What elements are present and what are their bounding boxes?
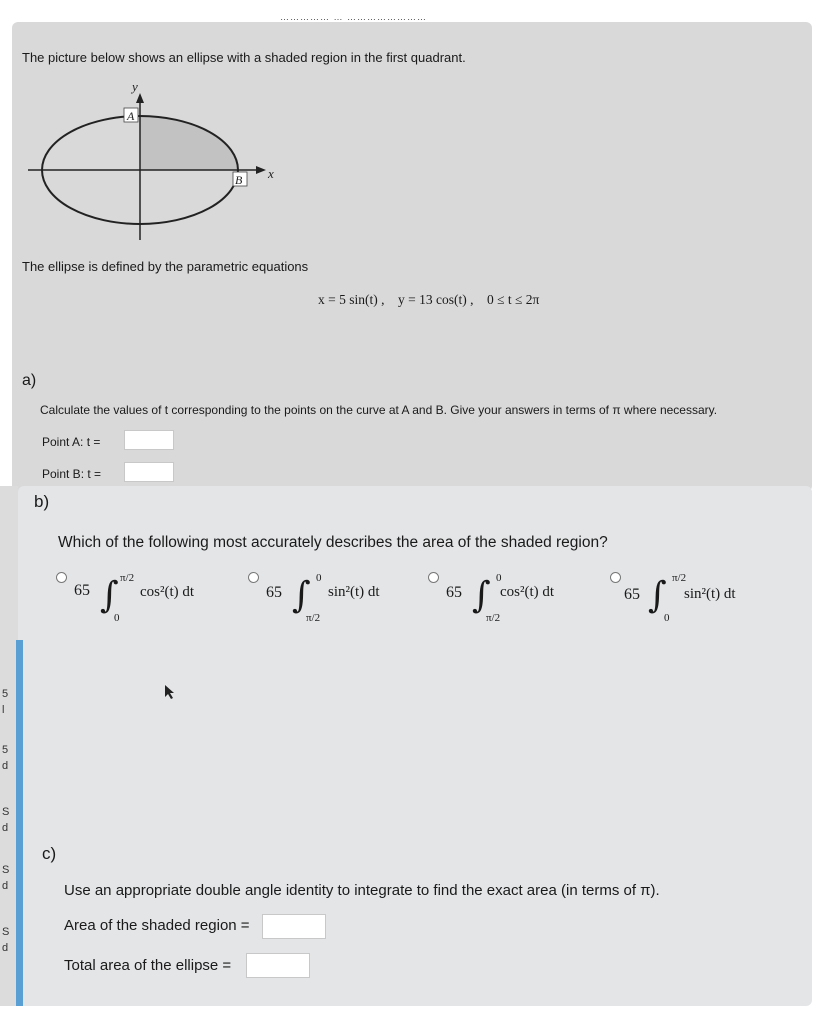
- coefficient: 65: [266, 584, 282, 601]
- definition-text: The ellipse is defined by the parametric equations: [22, 259, 309, 274]
- option-1[interactable]: [56, 572, 226, 632]
- side-mark: l: [2, 704, 5, 716]
- point-a-input[interactable]: [124, 430, 174, 450]
- x-axis-label: x: [268, 166, 274, 181]
- lower-limit: π/2: [306, 612, 321, 624]
- point-b-prompt: Point B: t =: [42, 467, 102, 481]
- integral-sign: ∫: [100, 575, 119, 616]
- total-area-input[interactable]: [246, 953, 310, 978]
- part-b-label: b): [34, 492, 50, 511]
- integrand: cos²(t) dt: [500, 584, 555, 600]
- part-c-label: c): [42, 844, 57, 863]
- side-mark: S: [2, 806, 10, 818]
- intro-text: The picture below shows an ellipse with a shaded region in the first quadrant.: [22, 50, 466, 65]
- point-a-prompt: Point A: t =: [42, 435, 101, 449]
- radio-button[interactable]: [248, 572, 259, 583]
- ellipse-figure: [28, 78, 288, 248]
- coefficient: 65: [624, 586, 640, 603]
- upper-limit: 0: [316, 572, 322, 584]
- point-b-input[interactable]: [124, 462, 174, 482]
- side-mark: d: [2, 880, 9, 892]
- side-mark: S: [2, 926, 10, 938]
- coefficient: 65: [446, 584, 462, 601]
- option-3[interactable]: [428, 572, 598, 632]
- lower-limit: 0: [664, 612, 670, 624]
- y-axis-label: y: [132, 79, 138, 94]
- header-fragment: …………… … ……………………: [280, 12, 428, 22]
- upper-limit: π/2: [120, 572, 135, 584]
- option-2[interactable]: [248, 572, 418, 632]
- shaded-area-input[interactable]: [262, 914, 326, 939]
- integrand: sin²(t) dt: [328, 584, 380, 600]
- part-a-label: a): [22, 372, 37, 389]
- point-a-label: A: [127, 109, 135, 123]
- option-4[interactable]: [610, 572, 800, 632]
- radio-button[interactable]: [428, 572, 439, 583]
- left-accent-bar: [16, 640, 23, 1006]
- shaded-area-prompt: Area of the shaded region =: [64, 917, 250, 934]
- side-mark: S: [2, 864, 10, 876]
- total-area-prompt: Total area of the ellipse =: [64, 957, 232, 974]
- side-mark: 5: [2, 744, 9, 756]
- integral-sign: ∫: [648, 575, 667, 616]
- integrand: sin²(t) dt: [684, 586, 736, 602]
- lower-limit: π/2: [486, 612, 501, 624]
- side-mark: 5: [2, 688, 9, 700]
- upper-limit: π/2: [672, 572, 687, 584]
- radio-button[interactable]: [56, 572, 67, 583]
- point-b-label: B: [235, 173, 243, 187]
- x-axis-arrow: [256, 166, 266, 174]
- radio-button[interactable]: [610, 572, 621, 583]
- part-b-question: Which of the following most accurately describes the area of the shaded region?: [58, 534, 608, 551]
- integral-sign: ∫: [292, 575, 311, 616]
- integrand: cos²(t) dt: [140, 584, 195, 600]
- y-axis-arrow: [136, 93, 144, 103]
- lower-limit: 0: [114, 612, 120, 624]
- part-a-question: Calculate the values of t corresponding to the points on the curve at A and B. Give your answers in terms of π where necessary.: [40, 403, 718, 417]
- coefficient: 65: [74, 582, 90, 599]
- integral-sign: ∫: [472, 575, 491, 616]
- side-mark: d: [2, 822, 9, 834]
- side-mark: d: [2, 942, 9, 954]
- side-mark: d: [2, 760, 9, 772]
- mouse-cursor-icon: [163, 684, 177, 700]
- parametric-equations: x = 5 sin(t) , y = 13 cos(t) , 0 ≤ t ≤ 2π: [318, 292, 540, 307]
- part-c-question: Use an appropriate double angle identity to integrate to find the exact area (in terms of π).: [64, 882, 660, 899]
- upper-limit: 0: [496, 572, 502, 584]
